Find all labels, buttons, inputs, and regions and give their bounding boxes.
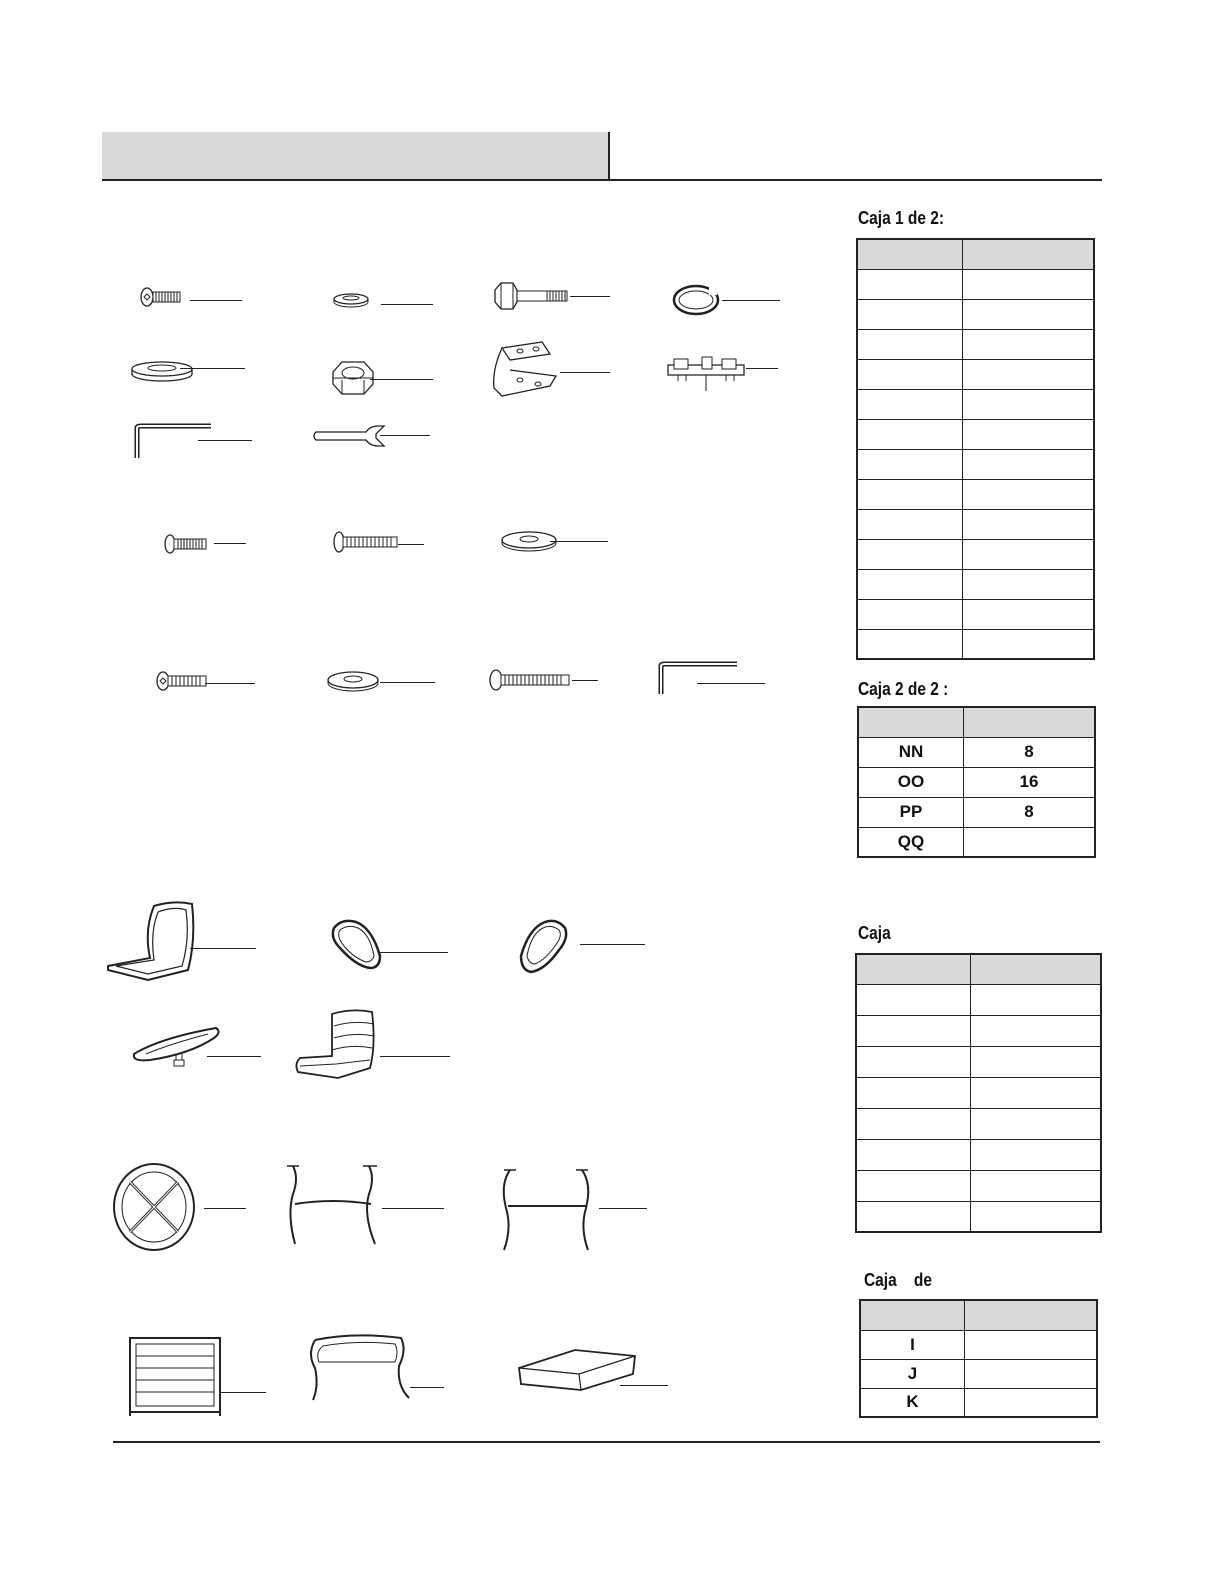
table-cell	[963, 419, 1095, 449]
table-cell: I	[860, 1330, 965, 1359]
table-cell	[857, 479, 963, 509]
leader-line	[380, 1056, 450, 1057]
section-header-bar	[102, 132, 610, 179]
leader-line	[410, 1387, 444, 1388]
table-cell	[857, 509, 963, 539]
table-cell: J	[860, 1359, 965, 1388]
table-cell	[857, 449, 963, 479]
table-cell	[963, 509, 1095, 539]
table-cell	[857, 329, 963, 359]
leg-frame-a-illustration	[285, 1164, 385, 1246]
table-cell	[857, 389, 963, 419]
table-cell: 8	[964, 797, 1096, 827]
table-cell	[964, 827, 1096, 857]
allen-key-large-illustration	[657, 660, 741, 696]
table-cell	[857, 629, 963, 659]
seat-frame-illustration	[104, 900, 199, 985]
leader-line	[382, 1208, 444, 1209]
box3-title: Caja	[858, 923, 891, 943]
table-cell	[857, 359, 963, 389]
table-cell: 8	[964, 737, 1096, 767]
leader-line	[620, 1385, 668, 1386]
box2-col-part	[858, 707, 964, 737]
table-cell	[963, 599, 1095, 629]
leader-line	[204, 1208, 246, 1209]
leader-line	[722, 300, 780, 301]
leader-line	[380, 682, 435, 683]
leader-line	[572, 680, 598, 681]
wrench-illustration	[310, 424, 385, 448]
box4-title	[864, 1270, 932, 1291]
leader-line	[550, 541, 608, 542]
box4-col-part	[860, 1300, 965, 1330]
table-cell	[857, 299, 963, 329]
armrest-left-illustration	[328, 918, 383, 970]
seat-cushion-illustration	[292, 1006, 384, 1088]
table-cell	[963, 329, 1095, 359]
table-cell	[971, 1108, 1102, 1139]
table-cell	[856, 1077, 971, 1108]
table-cell	[963, 299, 1095, 329]
box4-title-b: de	[913, 1270, 933, 1290]
swivel-base-plate-illustration	[130, 1024, 222, 1070]
table-cell	[963, 449, 1095, 479]
table-cell	[971, 1015, 1102, 1046]
table-cell	[971, 1046, 1102, 1077]
table-cell	[971, 984, 1102, 1015]
leader-line	[370, 379, 433, 380]
split-ring-illustration	[671, 283, 723, 317]
leader-line	[180, 368, 245, 369]
armrest-right-illustration	[517, 918, 572, 976]
leader-line	[380, 435, 430, 436]
table-cell	[963, 269, 1095, 299]
box4-title-a: Caja	[864, 1270, 897, 1290]
table-cell	[971, 1077, 1102, 1108]
large-washer-illustration	[130, 360, 195, 382]
leader-line	[205, 683, 255, 684]
table-cell	[963, 389, 1095, 419]
screw-long-illustration	[488, 668, 573, 692]
leader-line	[207, 1056, 261, 1057]
table-cell: K	[860, 1388, 965, 1417]
table-cell	[857, 419, 963, 449]
table-cell	[857, 569, 963, 599]
table-cell	[963, 359, 1095, 389]
box3-col-part	[856, 954, 971, 984]
table-cell: QQ	[858, 827, 964, 857]
table-cell	[965, 1388, 1098, 1417]
table-cell	[963, 629, 1095, 659]
bracket-illustration	[490, 340, 562, 402]
leg-frame-b-illustration	[498, 1168, 598, 1252]
allen-key-illustration	[133, 424, 213, 460]
box2-col-qty	[964, 707, 1096, 737]
leader-line	[220, 1392, 266, 1393]
table-cell	[856, 1046, 971, 1077]
table-cell	[971, 1170, 1102, 1201]
leader-line	[214, 543, 246, 544]
table-cell	[856, 1015, 971, 1046]
table-cell	[971, 1139, 1102, 1170]
box1-col-qty	[963, 239, 1095, 269]
table-cell: PP	[858, 797, 964, 827]
leader-line	[190, 300, 242, 301]
table-cell	[963, 539, 1095, 569]
round-base-illustration	[112, 1162, 196, 1252]
hex-bolt-illustration	[493, 281, 573, 311]
glide-clip-illustration	[666, 355, 746, 393]
footer-rule	[113, 1441, 1100, 1443]
table-cell	[965, 1330, 1098, 1359]
table-cell	[963, 479, 1095, 509]
box1-parts-table	[856, 238, 1095, 660]
ottoman-cushion-illustration	[517, 1344, 639, 1394]
header-rule	[102, 179, 1102, 181]
ottoman-legs-illustration	[305, 1330, 411, 1402]
table-cell	[857, 539, 963, 569]
box1-col-part	[857, 239, 963, 269]
table-cell	[856, 1108, 971, 1139]
leader-line	[398, 544, 424, 545]
screw-button-head-illustration	[155, 670, 210, 692]
leader-line	[381, 304, 433, 305]
screw-short-illustration	[162, 533, 210, 555]
table-cell: OO	[858, 767, 964, 797]
small-bolt-illustration	[140, 286, 185, 308]
ottoman-frame-illustration	[126, 1334, 226, 1418]
leader-line	[697, 683, 765, 684]
washer-illustration	[326, 670, 381, 692]
leader-line	[560, 372, 610, 373]
table-cell	[856, 1170, 971, 1201]
table-cell	[856, 984, 971, 1015]
table-cell	[857, 269, 963, 299]
leader-line	[190, 948, 256, 949]
box2-title: Caja 2 de 2 :	[858, 679, 949, 699]
box2-parts-table	[857, 706, 1096, 858]
screw-medium-illustration	[331, 530, 401, 554]
table-cell	[857, 599, 963, 629]
box3-col-qty	[971, 954, 1102, 984]
leader-line	[198, 440, 252, 441]
leader-line	[746, 368, 778, 369]
table-cell: 16	[964, 767, 1096, 797]
leader-line	[599, 1208, 647, 1209]
hex-nut-illustration	[330, 358, 376, 398]
small-washer-illustration	[332, 292, 370, 306]
leader-line	[580, 944, 645, 945]
table-cell	[963, 569, 1095, 599]
table-cell	[856, 1139, 971, 1170]
box4-parts-table	[859, 1299, 1098, 1418]
table-cell	[965, 1359, 1098, 1388]
table-cell	[971, 1201, 1102, 1232]
leader-line	[570, 296, 610, 297]
table-cell: NN	[858, 737, 964, 767]
leader-line	[380, 952, 448, 953]
box4-col-qty	[965, 1300, 1098, 1330]
table-cell	[856, 1201, 971, 1232]
box1-title: Caja 1 de 2:	[858, 208, 945, 228]
box3-parts-table	[855, 953, 1102, 1233]
